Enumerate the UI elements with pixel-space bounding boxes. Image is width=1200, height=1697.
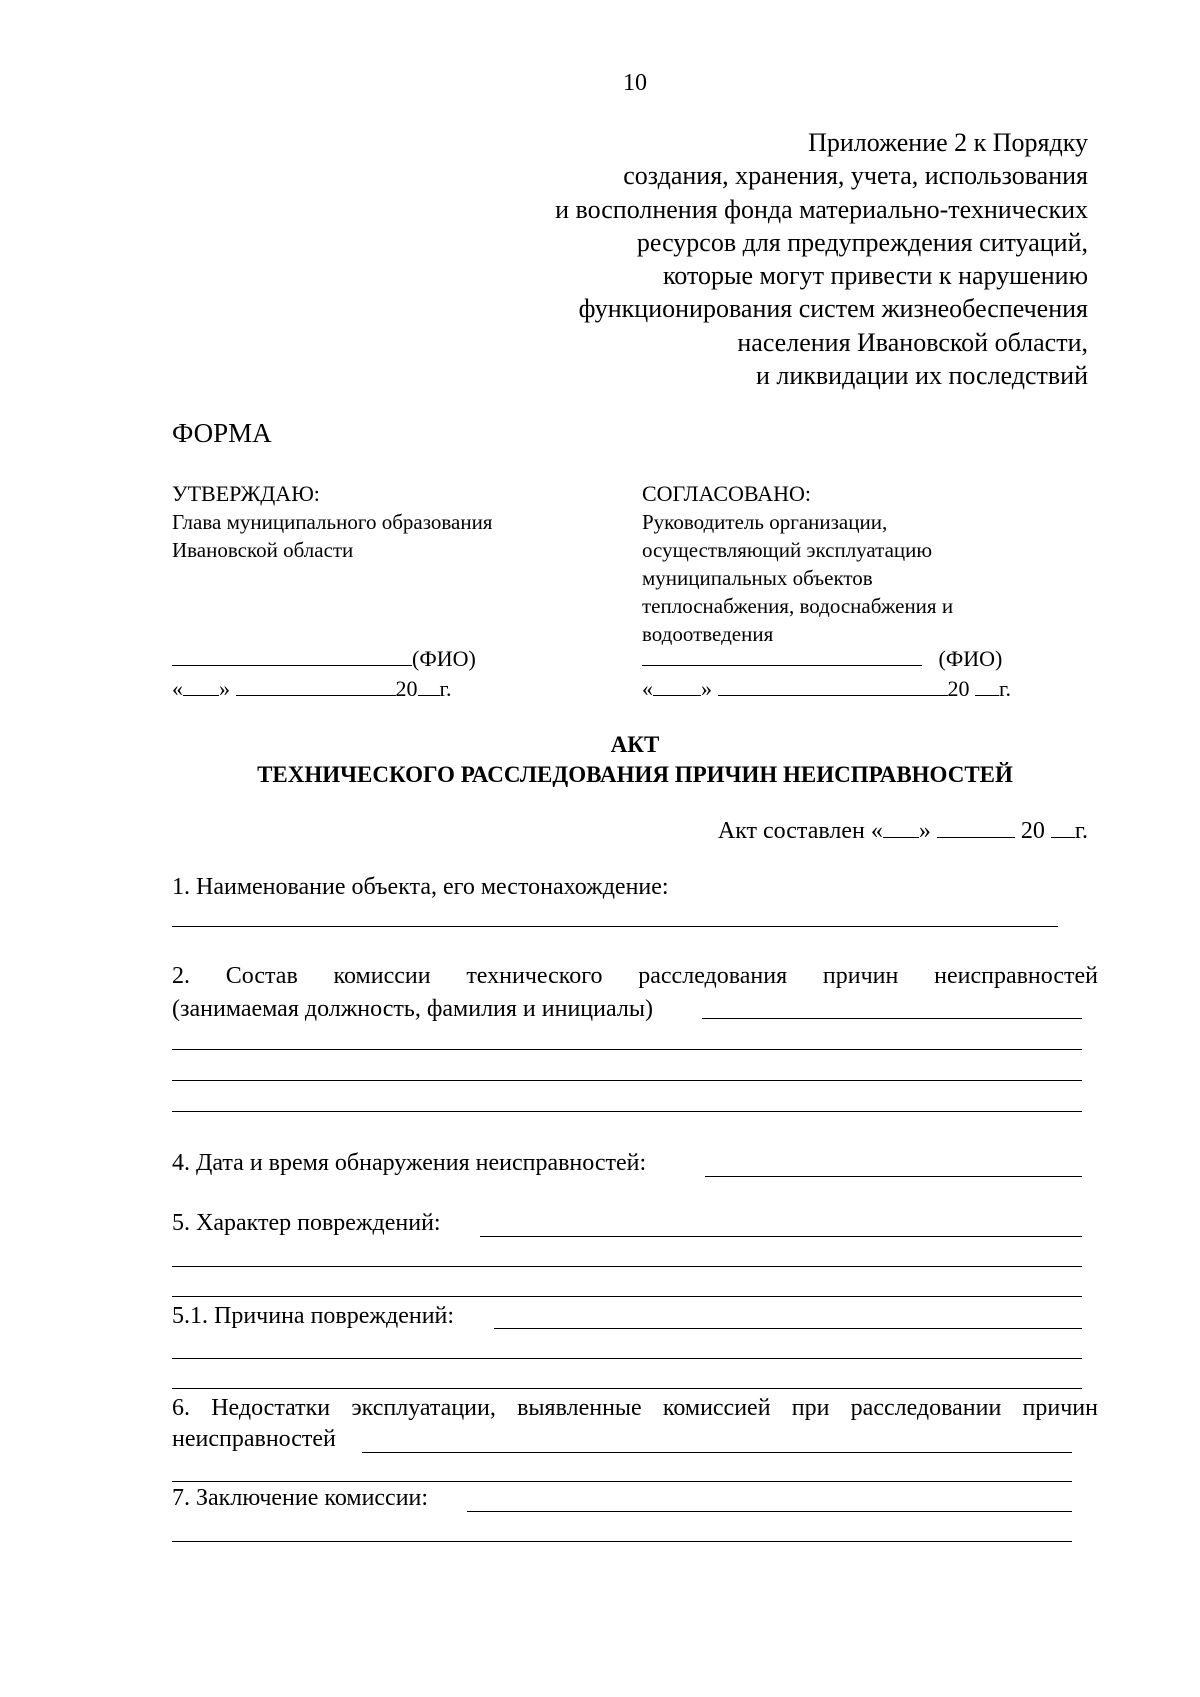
- year-prefix: 20: [947, 676, 970, 701]
- act-date-close: »: [918, 818, 931, 844]
- approve-line: Глава муниципального образования: [172, 510, 493, 534]
- item-4-blank[interactable]: [705, 1176, 1082, 1177]
- item-5-blank[interactable]: [480, 1236, 1082, 1237]
- agreed-day-blank[interactable]: [653, 675, 701, 696]
- appendix-line: функционирования систем жизнеобеспечения: [578, 294, 1088, 324]
- item-5-blank[interactable]: [172, 1296, 1082, 1297]
- item-6-label-cont: неисправностей: [172, 1426, 336, 1452]
- item-2-blank[interactable]: [172, 1111, 1082, 1112]
- form-label: ФОРМА: [172, 418, 272, 448]
- act-subtitle: ТЕХНИЧЕСКОГО РАССЛЕДОВАНИЯ ПРИЧИН НЕИСПРАВНОСТЕЙ: [257, 762, 1013, 787]
- act-day-blank[interactable]: [883, 817, 919, 838]
- agreed-line: муниципальных объектов: [642, 566, 873, 590]
- year-prefix: 20: [395, 676, 418, 701]
- approve-fio-line: [172, 645, 476, 672]
- appendix-line: которые могут привести к нарушению: [663, 261, 1088, 291]
- item-5-label: 5. Характер повреждений:: [172, 1210, 441, 1236]
- appendix-header: [555, 126, 1088, 392]
- item-2-blank[interactable]: [172, 1080, 1082, 1081]
- quote-open: «: [172, 676, 183, 701]
- approve-day-blank[interactable]: [183, 675, 219, 696]
- agreed-line: Руководитель организации,: [642, 510, 888, 534]
- item-51-label: 5.1. Причина повреждений:: [172, 1303, 455, 1329]
- approve-year-blank[interactable]: [418, 675, 440, 696]
- act-date-line: [718, 817, 1088, 845]
- agreed-header: СОГЛАСОВАНО:: [642, 481, 811, 506]
- approve-month-blank[interactable]: [236, 675, 396, 696]
- item-51-blank[interactable]: [494, 1328, 1082, 1329]
- item-1-label: 1. Наименование объекта, его местонахождение:: [172, 874, 669, 900]
- item-2-label: 2. Состав комиссии технического расследования причин неисправностей: [172, 963, 1098, 989]
- appendix-line: и ликвидации их последствий: [755, 361, 1088, 391]
- approve-fio-label: (ФИО): [412, 646, 476, 671]
- appendix-line: ресурсов для предупреждения ситуаций,: [636, 227, 1088, 257]
- item-7-blank[interactable]: [172, 1541, 1072, 1542]
- quote-open: «: [642, 676, 653, 701]
- approve-date-line: [172, 675, 452, 702]
- agreed-signature-blank[interactable]: [642, 645, 922, 666]
- page-number: 10: [623, 70, 647, 96]
- item-6-blank[interactable]: [172, 1481, 1072, 1482]
- appendix-line: населения Ивановской области,: [737, 327, 1088, 357]
- act-title: АКТ: [610, 732, 660, 757]
- item-5-blank[interactable]: [172, 1266, 1082, 1267]
- approve-signature-blank[interactable]: [172, 645, 412, 666]
- item-6-label: 6. Недостатки эксплуатации, выявленные комиссией при расследовании причин: [172, 1395, 1098, 1421]
- item-7-label: 7. Заключение комиссии:: [172, 1485, 429, 1511]
- act-year-suffix: г.: [1074, 818, 1088, 844]
- appendix-line: и восполнения фонда материально-технических: [555, 194, 1088, 224]
- item-1-blank[interactable]: [172, 926, 1058, 927]
- agreed-line: водоотведения: [642, 622, 774, 646]
- agreed-fio-line: [642, 645, 1002, 672]
- year-suffix: г.: [999, 676, 1012, 701]
- agreed-date-line: [642, 675, 1011, 702]
- act-date-prefix: Акт составлен «: [717, 818, 883, 844]
- approve-block: [172, 480, 492, 564]
- approve-line: Ивановской области: [172, 538, 354, 562]
- appendix-line: создания, хранения, учета, использования: [623, 161, 1088, 191]
- agreed-year-blank[interactable]: [975, 675, 999, 696]
- quote-close: »: [701, 676, 712, 701]
- act-month-blank[interactable]: [937, 817, 1015, 838]
- agreed-line: теплоснабжения, водоснабжения и: [642, 594, 954, 618]
- act-year-blank[interactable]: [1051, 817, 1075, 838]
- item-2-blank[interactable]: [172, 1049, 1082, 1050]
- item-4-label: 4. Дата и время обнаружения неисправностей:: [172, 1150, 647, 1176]
- agreed-block: [642, 480, 953, 648]
- quote-close: »: [219, 676, 230, 701]
- item-51-blank[interactable]: [172, 1358, 1082, 1359]
- act-year-prefix: 20: [1020, 818, 1045, 844]
- item-6-blank[interactable]: [362, 1452, 1072, 1453]
- item-2-label-cont: [172, 996, 653, 1023]
- agreed-month-blank[interactable]: [718, 675, 948, 696]
- year-suffix: г.: [439, 676, 452, 701]
- item-2-label-text: (занимаемая должность, фамилия и инициалы): [172, 996, 653, 1022]
- agreed-line: осуществляющий эксплуатацию: [642, 538, 933, 562]
- agreed-fio-label: (ФИО): [938, 646, 1003, 671]
- approve-header: УТВЕРЖДАЮ:: [172, 481, 320, 506]
- item-7-blank[interactable]: [467, 1511, 1072, 1512]
- appendix-line: Приложение 2 к Порядку: [808, 128, 1088, 157]
- item-51-blank[interactable]: [172, 1388, 1082, 1389]
- item-2-blank[interactable]: [702, 1018, 1082, 1019]
